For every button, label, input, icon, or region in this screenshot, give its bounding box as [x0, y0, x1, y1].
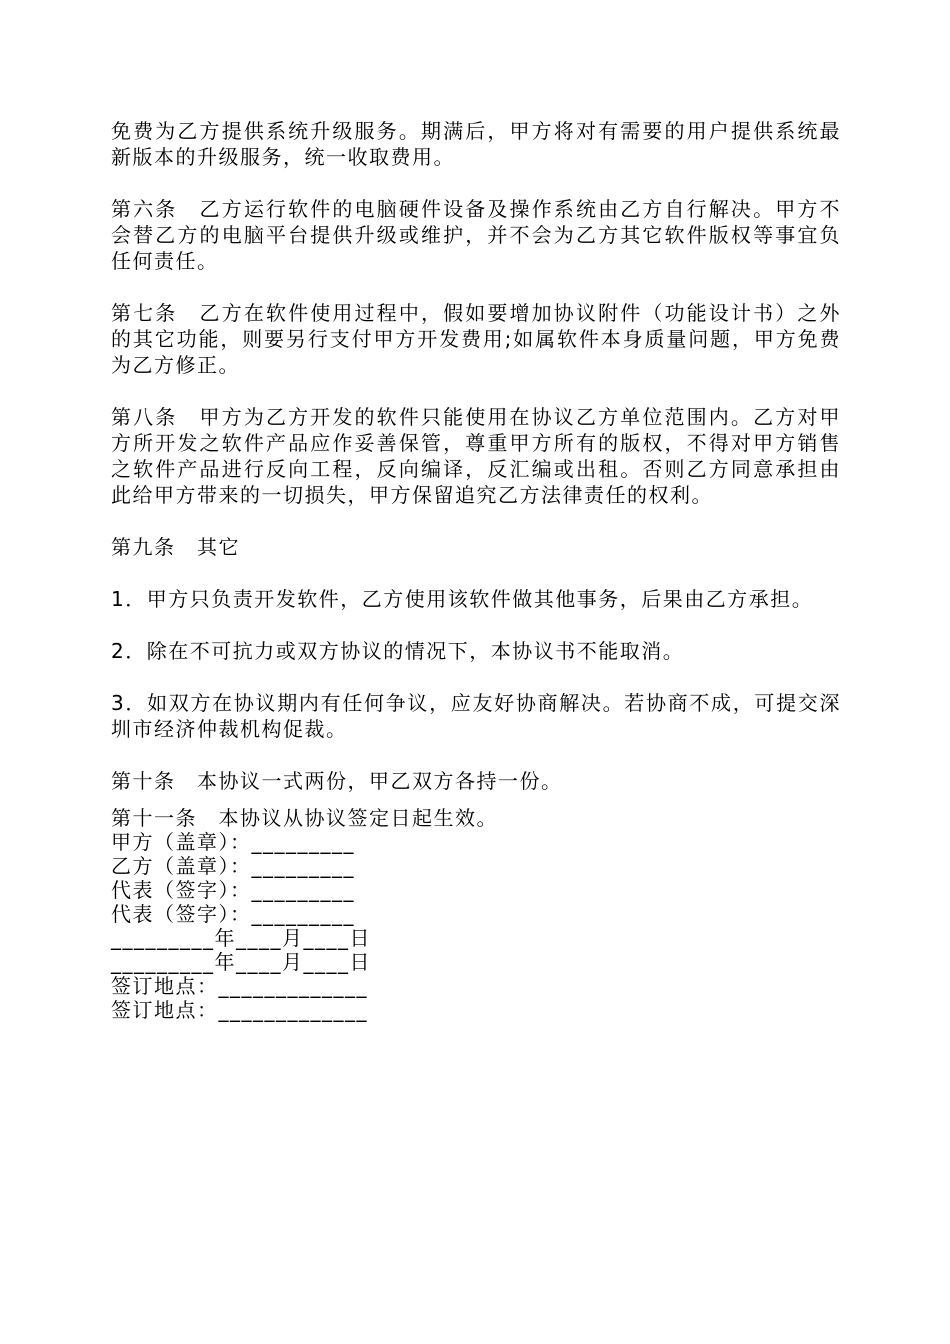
paragraph-article-11: 第十一条 本协议从协议签定日起生效。 [111, 806, 498, 830]
paragraph-article-9-item-1: 1．甲方只负责开发软件，乙方使用该软件做其他事务，后果由乙方承担。 [111, 587, 814, 611]
signature-block [111, 806, 841, 1022]
paragraph-article-9-heading: 第九条 其它 [111, 535, 240, 559]
paragraph-article-6: 第六条 乙方运行软件的电脑硬件设备及操作系统由乙方自行解决。甲方不会替乙方的电脑平台提供升级或维护，并不会为乙方其它软件版权等事宜负任何责任。 [111, 197, 841, 273]
paragraph-article-8: 第八条 甲方为乙方开发的软件只能使用在协议乙方单位范围内。乙方对甲方所开发之软件产品应作妥善保管，尊重甲方所有的版权，不得对甲方销售之软件产品进行反向工程，反向编译，反汇编或出租。否则乙方同意承担由此给甲方带来的一切损失，甲方保留追究乙方法律责任的权利。 [111, 405, 841, 507]
paragraph-article-9-item-2: 2．除在不可抗力或双方协议的情况下，本协议书不能取消。 [111, 639, 685, 663]
date-line-b: _________年____月____日 [111, 950, 371, 974]
party-a-seal-line: 甲方（盖章）：_________ [111, 830, 355, 854]
date-line-a: _________年____月____日 [111, 926, 371, 950]
signing-place-line-a: 签订地点：_____________ [111, 974, 368, 998]
party-b-seal-line: 乙方（盖章）：_________ [111, 854, 355, 878]
representative-signature-line-a: 代表（签字）：_________ [111, 878, 355, 902]
document-body [111, 118, 841, 1022]
paragraph-article-10: 第十条 本协议一式两份，甲乙双方各持一份。 [111, 769, 563, 793]
paragraph-upgrade-service: 免费为乙方提供系统升级服务。期满后，甲方将对有需要的用户提供系统最新版本的升级服务，统一收取费用。 [111, 119, 841, 169]
paragraph-article-7: 第七条 乙方在软件使用过程中，假如要增加协议附件（功能设计书）之外的其它功能，则要另行支付甲方开发费用;如属软件本身质量问题，甲方免费为乙方修正。 [111, 301, 841, 377]
paragraph-article-9-item-3: 3．如双方在协议期内有任何争议，应友好协商解决。若协商不成，可提交深圳市经济仲裁机构促裁。 [111, 691, 841, 741]
representative-signature-line-b: 代表（签字）：_________ [111, 902, 355, 926]
signing-place-line-b: 签订地点：_____________ [111, 998, 368, 1022]
